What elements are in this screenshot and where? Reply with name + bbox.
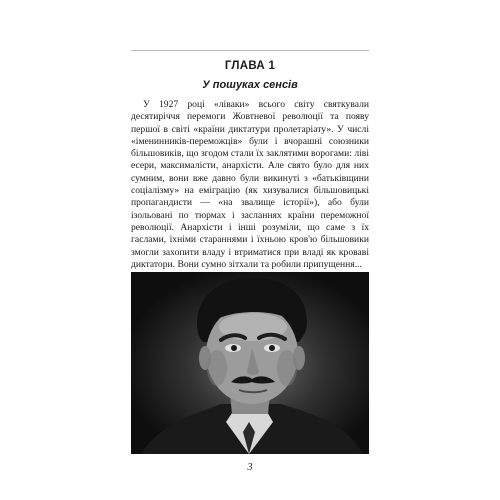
page-number: 3 xyxy=(247,462,253,473)
chapter-subtitle: У пошуках сенсів xyxy=(202,79,298,91)
paragraph-1: У 1927 році «ліваки» всього світу святкували десятиріччя перемоги Жовтневої революції та появу першої в світі «країни диктатури пролетаріату». У числі «іменинників-переможців» були і вчорашні союзники більшовиків, що згодом стали їх заклятими ворогами: ліві есери, максималісти, анархісти. Але свято було для них сумним, вони вже давно були викинуті з «батьківщини соціалізму» на еміграцію (як хизувалися більшовицькі пропагандисти — «на звалище історії»), або були ізольовані по тюрмах і засланнях країни переможної революції. Анархісти і інші розуміли, що саме з їх гаслами, їхніми стараннями і їхньою кров'ю більшовики змогли захопити владу і втриматися при владі як кровавi диктатори. Вони сумно зітхали та робили припущення... xyxy=(131,99,369,270)
portrait-photo xyxy=(131,272,369,454)
chapter-title: ГЛАВА 1 xyxy=(224,60,276,72)
header-rule xyxy=(131,50,369,51)
